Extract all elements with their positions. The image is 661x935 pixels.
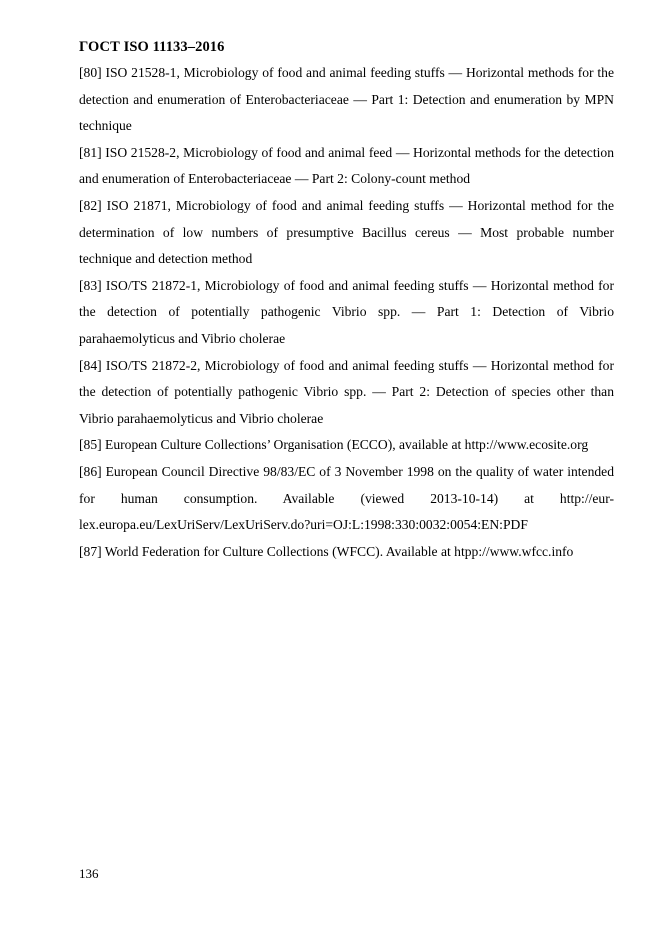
reference-item: [84] ISO/TS 21872-2, Microbiology of food and animal feeding stuffs — Horizontal method for the detection of potentially pathogenic Vibrio spp. — Part 2: Detection of species other than Vibrio parahaemolyticus and Vibrio cholerae bbox=[79, 357, 614, 426]
document-title: ГОСТ ISO 11133–2016 bbox=[79, 39, 225, 55]
reference-item: [82] ISO 21871, Microbiology of food and animal feeding stuffs — Horizontal method for the determination of low numbers of presumptive Bacillus cereus — Most probable number technique and detection method bbox=[79, 197, 614, 267]
reference-item: [86] European Council Directive 98/83/EC of 3 November 1998 on the quality of water intended for human consumption. Available (viewed 2013-10-14) at http://eur-lex.europa.eu/LexUriServ/LexUriServ.do?uri=OJ:L:1998:330:0032:0054:EN:PDF bbox=[79, 463, 614, 533]
reference-item: [85] European Culture Collections’ Organisation (ECCO), available at http://www.ecosite.org bbox=[79, 437, 589, 453]
page-number: 136 bbox=[79, 866, 99, 881]
reference-list bbox=[79, 60, 614, 565]
reference-item: [80] ISO 21528-1, Microbiology of food and animal feeding stuffs — Horizontal methods for the detection and enumeration of Enterobacteriaceae — Part 1: Detection and enumeration by MPN technique bbox=[79, 65, 614, 134]
reference-item: [81] ISO 21528-2, Microbiology of food and animal feed — Horizontal methods for the detection and enumeration of Enterobacteriaceae — Part 2: Colony-count method bbox=[79, 144, 614, 187]
reference-item: [87] World Federation for Culture Collections (WFCC). Available at htpp://www.wfcc.info bbox=[79, 543, 574, 559]
reference-item: [83] ISO/TS 21872-1, Microbiology of food and animal feeding stuffs — Horizontal method for the detection of potentially pathogenic Vibrio spp. — Part 1: Detection of Vibrio parahaemolyticus and Vibrio cholerae bbox=[79, 277, 614, 346]
